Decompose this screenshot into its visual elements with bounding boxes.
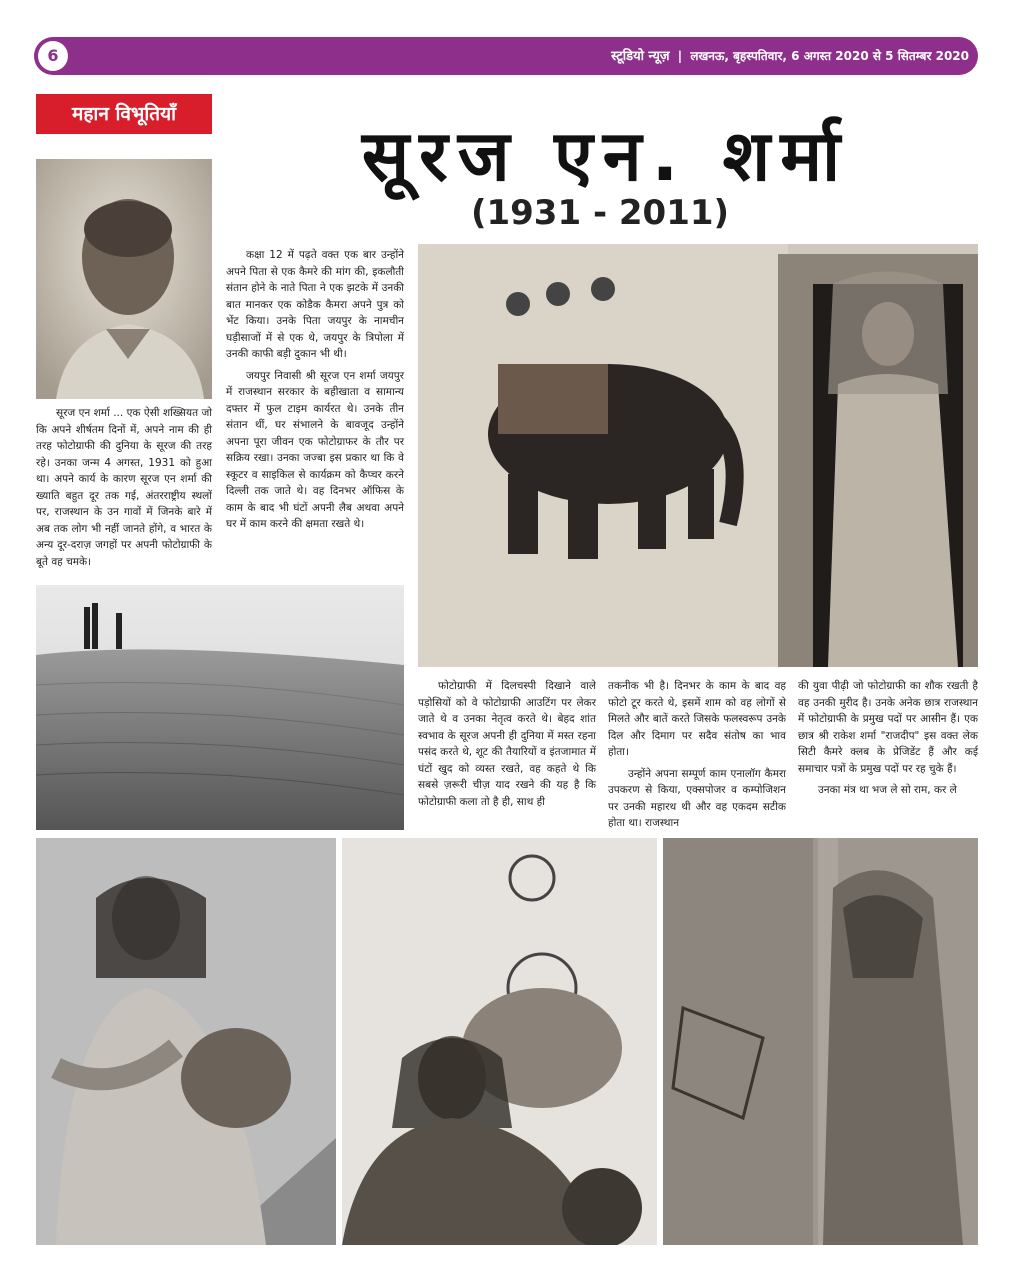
column-3-paragraph: फोटोग्राफी में दिलचस्पी दिखाने वाले पड़ोसियों को वे फोटोग्राफी आउटिंग पर लेकर जाते थे व उनका नेतृत्व करते थे। बेहद शांत स्वभाव के सूरज अपनी ही दुनिया में मस्त रहना पसंद करते थे, शूट की तैयारियों व इंतजामात में घंटों खुद को व्यस्त रखते, वह कहते थे कि सबसे ज़रूरी चीज़ याद रखने की यह है कि फोटोग्राफी कला तो है ही, साथ ही <box>418 680 596 808</box>
article-years: (1931 - 2011) <box>470 193 730 233</box>
woman-by-wall-photo <box>663 838 978 1245</box>
smiling-woman-pinwheels-photo <box>342 838 657 1245</box>
article-title: सूरज एन. शर्मा <box>361 115 851 197</box>
column-4-paragraph-2: उन्होंने अपना सम्पूर्ण काम एनालॉग कैमरा उपकरण से किया, एक्सपोजर व कम्पोजिशन पर उनकी महारथ थी और वह एकदम सटीक होता था। राजस्थान <box>608 767 786 829</box>
article-column-1 <box>36 405 212 575</box>
column-2-paragraph-1: कक्षा 12 में पढ़ते वक्त एक बार उन्होंने अपने पिता से एक कैमरे की मांग की, इकलौती संतान होने के नाते पिता ने एक झटके में उनकी बात मानकर एक कोडैक कैमरा अपने पुत्र को भेंट किया। उनके पिता जयपुर के नामचीन घड़ीसाजों में से एक थे, जयपुर के त्रिपोला में उनकी काफी बड़ी दुकान भी थी। <box>226 249 404 360</box>
article-column-5 <box>798 678 978 804</box>
publication-name: स्टूडियो न्यूज़ <box>611 49 670 64</box>
article-column-4 <box>608 678 786 837</box>
column-1-paragraph: सूरज एन शर्मा ... एक ऐसी शख्सियत जो कि अपने शीर्षतम दिनों में, अपने नाम की ही तरह फोटोग्राफी की दुनिया के सूरज की तरह रहे। उनका जन्म 4 अगस्त, 1931 को हुआ था। अपने कार्य के कारण सूरज एन शर्मा की ख्याति बहुत दूर तक गई, अंतरराष्ट्रीय स्थलों पर, राजस्थान के उन गावों में जिनके बारे में अब तक लोग भी नहीं जानते होंगे, व भारत के अन्य दूर-दराज़ जगहों पर अपनी फोटोग्राफी के बूते वह चमके। <box>36 407 212 568</box>
column-5-paragraph-2: उनका मंत्र था भज ले सो राम, कर ले <box>818 784 957 796</box>
page-number: 6 <box>38 41 68 71</box>
section-label: महान विभूतियाँ <box>36 94 212 134</box>
article-column-2 <box>226 247 404 538</box>
column-5-paragraph-1: की युवा पीढ़ी जो फोटोग्राफी का शौक रखती है वह उनकी मुरीद है। उनके अनेक छात्र राजस्थान में फोटोग्राफी के प्रमुख पदों पर आसीन हैं। एक छात्र श्री राकेश शर्मा "राजदीप" इस वक्त लेक सिटी कैमरे क्लब के प्रेजिडेंट हैं और कई समाचार पत्रों के प्रमुख पदों पर रह चुके हैं। <box>798 680 978 775</box>
elephant-mural-photo <box>418 244 978 667</box>
dateline: लखनऊ, बृहस्पतिवार, 6 अगस्त 2020 से 5 सितम्बर 2020 <box>690 49 969 63</box>
portrait-photo <box>36 159 212 399</box>
article-column-3 <box>418 678 596 815</box>
header-separator: | <box>677 49 683 63</box>
column-4-paragraph-1: तकनीक भी है। दिनभर के काम के बाद वह फोटो टूर करते थे, इसमें शाम को वह लोगों से मिलते और बातें करते जिसके फलस्वरूप उनके दिल और दिमाग पर सदैव संतोष का भाव होता। <box>608 680 786 758</box>
header-dateline <box>611 37 969 75</box>
woman-with-pot-photo <box>36 838 336 1245</box>
column-2-paragraph-2: जयपुर निवासी श्री सूरज एन शर्मा जयपुर में राजस्थान सरकार के बहीखाता व सामान्य दफ्तर में फुल टाइम कार्यरत थे। उनके तीन संतान थीं, घर संभालने के बावजूद उन्होंने अपना पूरा जीवन एक फोटोग्राफर के तौर पर सक्रिय रखा। उनका जज्बा इस प्रकार था कि वे स्कूटर व साइकिल से कार्यक्रम को कैप्चर करने दिल्ली तक जाते थे। वह दिनभर ऑफिस के काम के बाद भी घंटों अपनी लैब अथवा अपने घर में काम करने की क्षमता रखते थे। <box>226 369 404 530</box>
desert-dunes-photo <box>36 585 404 830</box>
